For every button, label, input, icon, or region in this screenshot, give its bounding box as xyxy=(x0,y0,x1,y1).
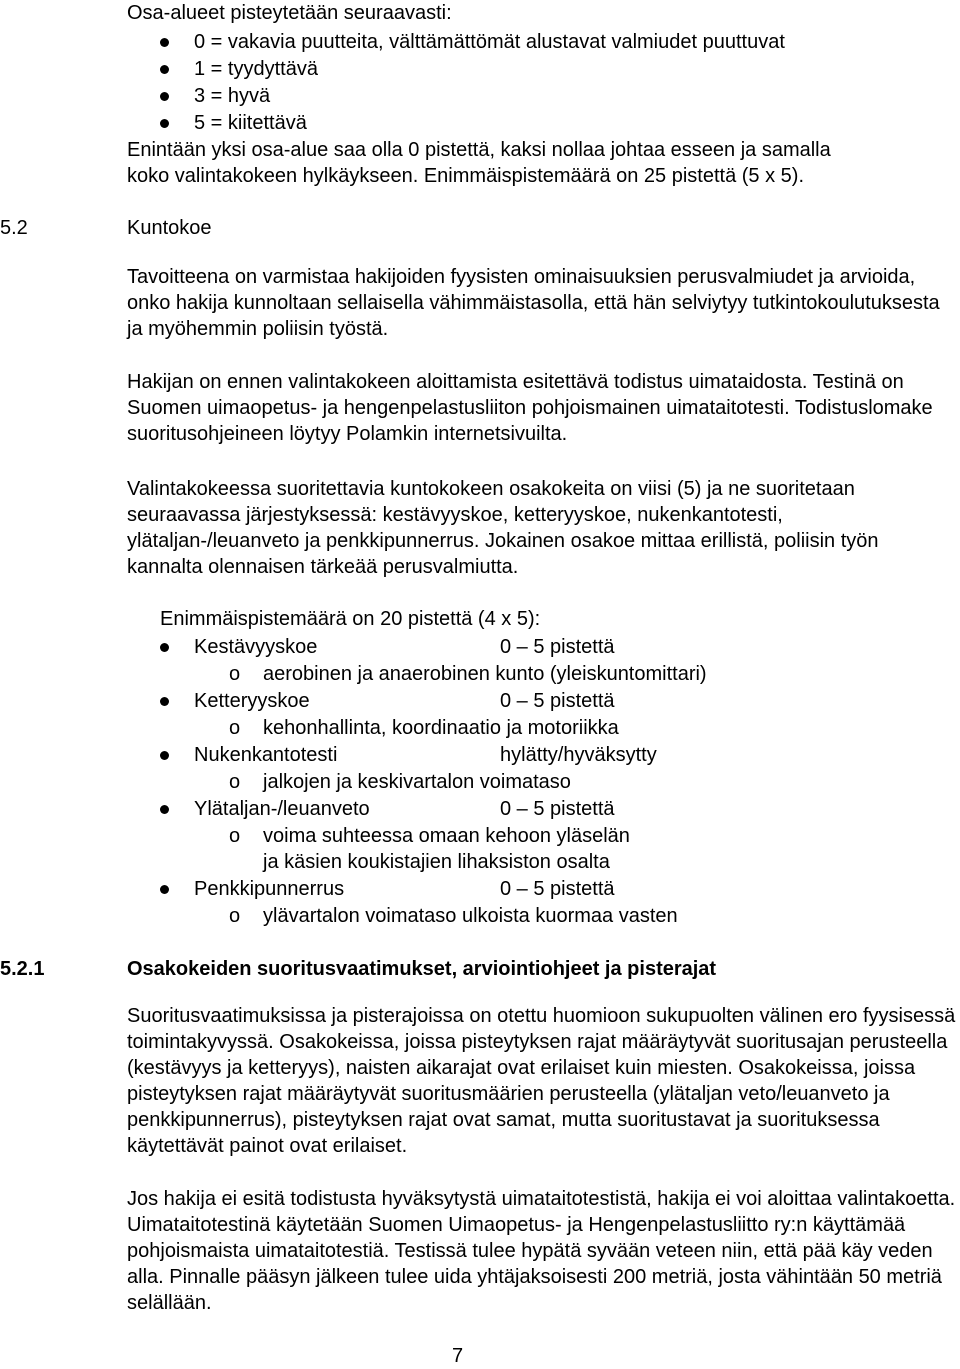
test-description: aerobinen ja anaerobinen kunto (yleiskuntomittari) xyxy=(263,663,707,685)
bullet-icon xyxy=(160,643,169,652)
section-paragraph: Hakijan on ennen valintakokeen aloittamista esitettävä todistus uimataidosta. Testinä on Suomen uimaopetus- ja hengenpelastusliiton pohjoismainen uimataitotesti. Todistuslomake suoritusohjeineen löytyy Polamkin internetsivuilta. xyxy=(127,371,933,445)
intro-note-line: Enintään yksi osa-alue saa olla 0 pistettä, kaksi nollaa johtaa esseen ja samalla xyxy=(127,139,831,161)
subsection-title: Osakokeiden suoritusvaatimukset, arviointiohjeet ja pisterajat xyxy=(127,958,717,980)
test-points: 0 – 5 pistettä xyxy=(500,878,615,900)
test-description: ja käsien koukistajien lihaksiston osalta xyxy=(263,851,610,873)
score-0: 0 = vakavia puutteita, välttämättömät alustavat valmiudet puuttuvat xyxy=(194,31,785,53)
intro-note-line: koko valintakokeen hylkäykseen. Enimmäispistemäärä on 25 pistettä (5 x 5). xyxy=(127,165,805,187)
test-name: Kestävyyskoe xyxy=(194,636,318,658)
bullet-icon xyxy=(160,805,169,814)
bullet-icon xyxy=(160,697,169,706)
test-name: Ketteryyskoe xyxy=(194,690,310,712)
bullet-icon xyxy=(160,119,169,128)
bullet-icon xyxy=(160,65,169,74)
section-number: 5.2 xyxy=(0,217,28,239)
test-description: kehonhallinta, koordinaatio ja motoriikka xyxy=(263,717,619,739)
score-5: 5 = kiitettävä xyxy=(194,112,307,134)
bullet-icon xyxy=(160,885,169,894)
sub-bullet-icon: o xyxy=(229,771,241,793)
test-points: 0 – 5 pistettä xyxy=(500,636,615,658)
test-name: Nukenkantotesti xyxy=(194,744,338,766)
bullet-icon xyxy=(160,38,169,47)
sub-bullet-icon: o xyxy=(229,717,241,739)
bullet-icon xyxy=(160,751,169,760)
test-description: jalkojen ja keskivartalon voimataso xyxy=(263,771,571,793)
section-paragraph: Tavoitteena on varmistaa hakijoiden fyysisten ominaisuuksien perusvalmiudet ja arvioida, onko hakija kunnoltaan sellaisella vähimmäistasolla, että hän selviytyy tutkintokoulutuksesta ja myöhemmin poliisin työstä. xyxy=(127,266,940,340)
test-points: hylätty/hyväksytty xyxy=(500,744,657,766)
max-points-text: Enimmäispistemäärä on 20 pistettä (4 x 5): xyxy=(160,608,541,630)
sub-bullet-icon: o xyxy=(229,663,241,685)
intro-title: Osa-alueet pisteytetään seuraavasti: xyxy=(127,2,452,24)
section-paragraph: Valintakokeessa suoritettavia kuntokokeen osakokeita on viisi (5) ja ne suoritetaan seuraavassa järjestyksessä: kestävyyskoe, ketteryyskoe, nukenkantotesti, ylätaljan-/leuanveto ja penkkipunnerrus. Jokainen osakoe mittaa erillistä, poliisin työn kannalta olennaisen tärkeää perusvalmiutta. xyxy=(127,478,879,578)
test-points: 0 – 5 pistettä xyxy=(500,798,615,820)
subsection-paragraph: Suoritusvaatimuksissa ja pisterajoissa on otettu huomioon sukupuolten välinen ero fyysisessä toimintakyvyssä. Osakokeissa, joissa pisteytyksen rajat määräytyvät suoritusajan perusteella (kestävyys ja ketteryys), naisten aikarajat ovat erilaiset kuin miesten. Osakokeissa, joissa pisteytyksen rajat määräytyvät suoritusmäärien perusteella (ylätaljan veto/leuanveto ja penkkipunnerrus), pisteytyksen rajat ovat samat, mutta suoritustavat ja suorituksessa käytettävät painot ovat erilaiset. xyxy=(127,1005,956,1157)
score-3: 3 = hyvä xyxy=(194,85,271,107)
test-name: Penkkipunnerrus xyxy=(194,878,345,900)
subsection-number: 5.2.1 xyxy=(0,958,45,980)
section-title: Kuntokoe xyxy=(127,217,212,239)
subsection-paragraph: Jos hakija ei esitä todistusta hyväksytystä uimataitotestistä, hakija ei voi aloittaa valintakoetta. Uimataitotestinä käytetään Suomen Uimaopetus- ja Hengenpelastusliitto ry:n käyttämää pohjoismaista uimataitotestiä. Testissä tulee hypätä syvään veteen niin, että pää käy veden alla. Pinnalle pääsyn jälkeen tulee uida yhtäjaksoisesti 200 metriä, josta vähintään 50 metriä selällään. xyxy=(127,1188,956,1314)
test-description: voima suhteessa omaan kehoon yläselän xyxy=(263,825,630,847)
page-number: 7 xyxy=(452,1345,464,1367)
test-description: ylävartalon voimataso ulkoista kuormaa vasten xyxy=(263,905,678,927)
score-1: 1 = tyydyttävä xyxy=(194,58,318,80)
sub-bullet-icon: o xyxy=(229,905,241,927)
test-points: 0 – 5 pistettä xyxy=(500,690,615,712)
test-name: Ylätaljan-/leuanveto xyxy=(194,798,370,820)
bullet-icon xyxy=(160,92,169,101)
sub-bullet-icon: o xyxy=(229,825,241,847)
